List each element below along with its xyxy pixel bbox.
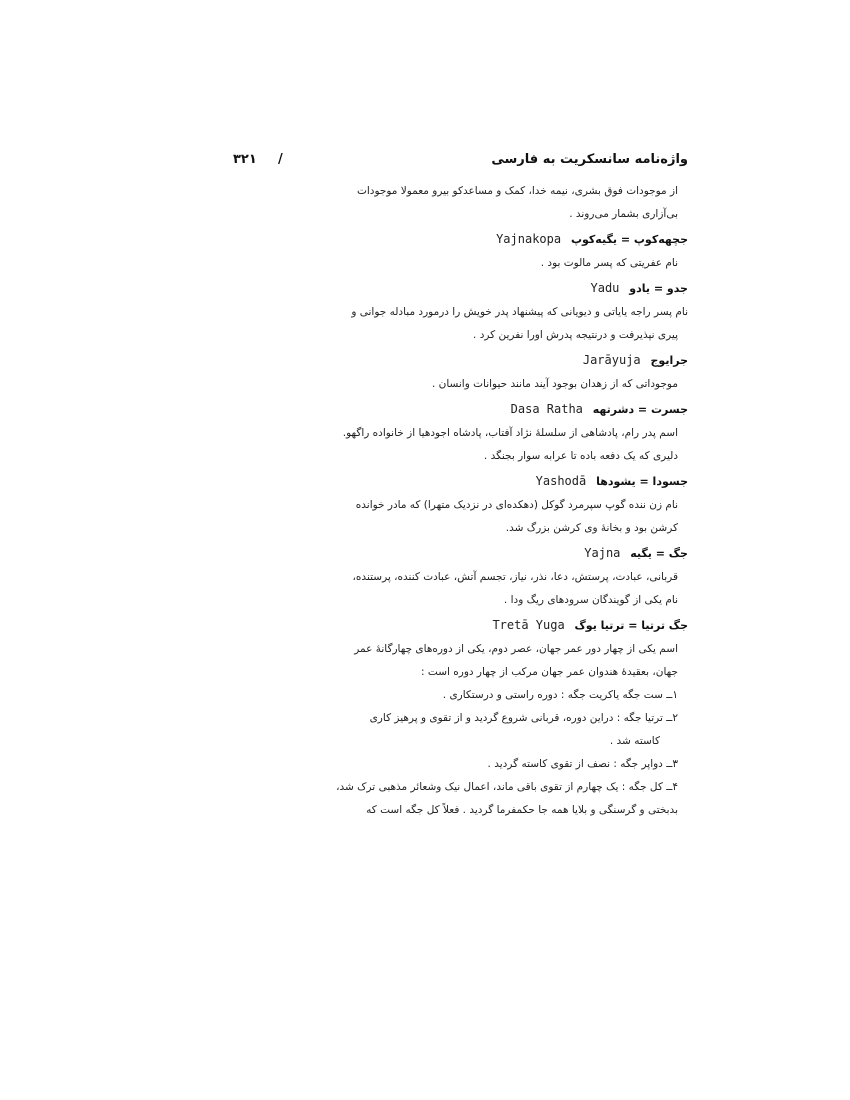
definition-line: کرشن بود و بخانهٔ وی کرشن بزرگ شد. [505, 522, 678, 534]
headword-transliteration: Tretā Yuga [492, 618, 565, 632]
entry-heading [233, 612, 688, 638]
definition-line: نام عفریتی که پسر مالوت بود . [540, 257, 678, 269]
definition-line: نام یکی از گویندگان سرودهای ریگ ودا . [503, 594, 678, 606]
entry-jarayuja [233, 347, 688, 396]
headword-transliteration: Jarāyuja [582, 353, 641, 367]
entry-yadu [233, 275, 688, 347]
definition-line: جهان، بعقیدهٔ هندوان عمر جهان مرکب از چهار دوره است : [421, 666, 678, 678]
entry-yajna [233, 540, 688, 612]
headword-transliteration: Yashodā [535, 474, 587, 488]
headword-transliteration: Yadu [590, 281, 620, 295]
headword: جچهه‌کوپ = یگیه‌کوپ [570, 233, 688, 246]
entry-heading [233, 396, 688, 422]
entry-heading [233, 347, 688, 373]
entry-heading [233, 275, 688, 301]
headword: جسرت = دشرتهه [592, 403, 688, 416]
entry-heading [233, 540, 688, 566]
headword-transliteration: Dasa Ratha [510, 402, 583, 416]
page-number: ۳۲۱ [233, 152, 257, 167]
definition-line: بی‌آزاری بشمار می‌روند . [569, 208, 678, 220]
headword: جدو = یادو [629, 282, 688, 295]
page-header [233, 148, 688, 172]
list-item: ۱ــ ست جگه یاکریت جگه : دوره راستی و درستکاری . [442, 689, 678, 701]
definition-line: اسم پدر رام، پادشاهی از سلسلهٔ نژاد آفتاب، پادشاه اجودهیا از خانواده راگهو. [342, 427, 678, 439]
entry-dasaratha [233, 396, 688, 468]
list-item-continuation: کاسته شد . [609, 735, 660, 747]
entry-treta-yuga [233, 612, 688, 684]
entry-heading [233, 468, 688, 494]
entry-yajnakopa [233, 226, 688, 275]
list-item: ۲ــ ترتیا جگه : دراین دوره، قربانی شروع گردید و از تقوی و پرهیز کاری [369, 712, 678, 724]
definition-line: از موجودات فوق بشری، نیمه خدا، کمک و مساعدکو بیرو معمولا موجودات [356, 185, 678, 197]
headword: جگ = یگیه [630, 547, 688, 560]
headword-transliteration: Yajnakopa [496, 232, 562, 246]
list-item: ۳ــ دواپر جگه : نصف از تقوی کاسته گردید . [487, 758, 678, 770]
entry-yashoda [233, 468, 688, 540]
list-item: ۴ــ کل جگه : یک چهارم از تقوی باقی ماند، اعمال نیک وشعائر مذهبی ترک شد، [336, 781, 678, 793]
definition-line: نام پسر راجه یایاتی و دیویانی که پیشنهاد پدر خویش را درمورد مبادله جوانی و [351, 306, 688, 318]
entry-continuation [233, 180, 688, 226]
entry-heading [233, 226, 688, 252]
headword-transliteration: Yajna [584, 546, 621, 560]
headword: جسودا = یشودها [596, 475, 688, 488]
definition-line: قربانی، عبادت، پرستش، دعا، نذر، نیاز، تجسم آتش، عبادت کننده، پرستنده، [352, 571, 678, 583]
definition-line: نام زن ننده گوپ سپرمرد گوکل (دهکده‌ای در نزدیک متهرا) که مادر خوانده [355, 499, 678, 511]
definition-line: اسم یکی از چهار دور عمر جهان، عصر دوم، یکی از دوره‌های چهارگانهٔ عمر [354, 643, 678, 655]
definition-line: پیری نپذیرفت و درنتیجه پدرش اورا نفرین کرد . [473, 329, 678, 341]
headword: جرایوج [650, 354, 688, 367]
headword: جگ ترتیا = ترتیا یوگ [574, 619, 688, 632]
yuga-list [233, 684, 688, 822]
dictionary-body [233, 180, 688, 822]
definition-line: دلیری که یک دفعه باده تا عرابه سوار بجنگد . [483, 450, 678, 462]
header-separator: / [278, 152, 283, 167]
book-title: واژه‌نامه سانسکریت به فارسی [491, 152, 688, 167]
definition-line: موجوداتی که از زهدان بوجود آیند مانند حیوانات وانسان . [431, 378, 678, 390]
list-item-continuation: بدبختی و گرسنگی و بلایا همه جا حکمفرما گردید . فعلاً کل جگه است که [366, 804, 678, 816]
